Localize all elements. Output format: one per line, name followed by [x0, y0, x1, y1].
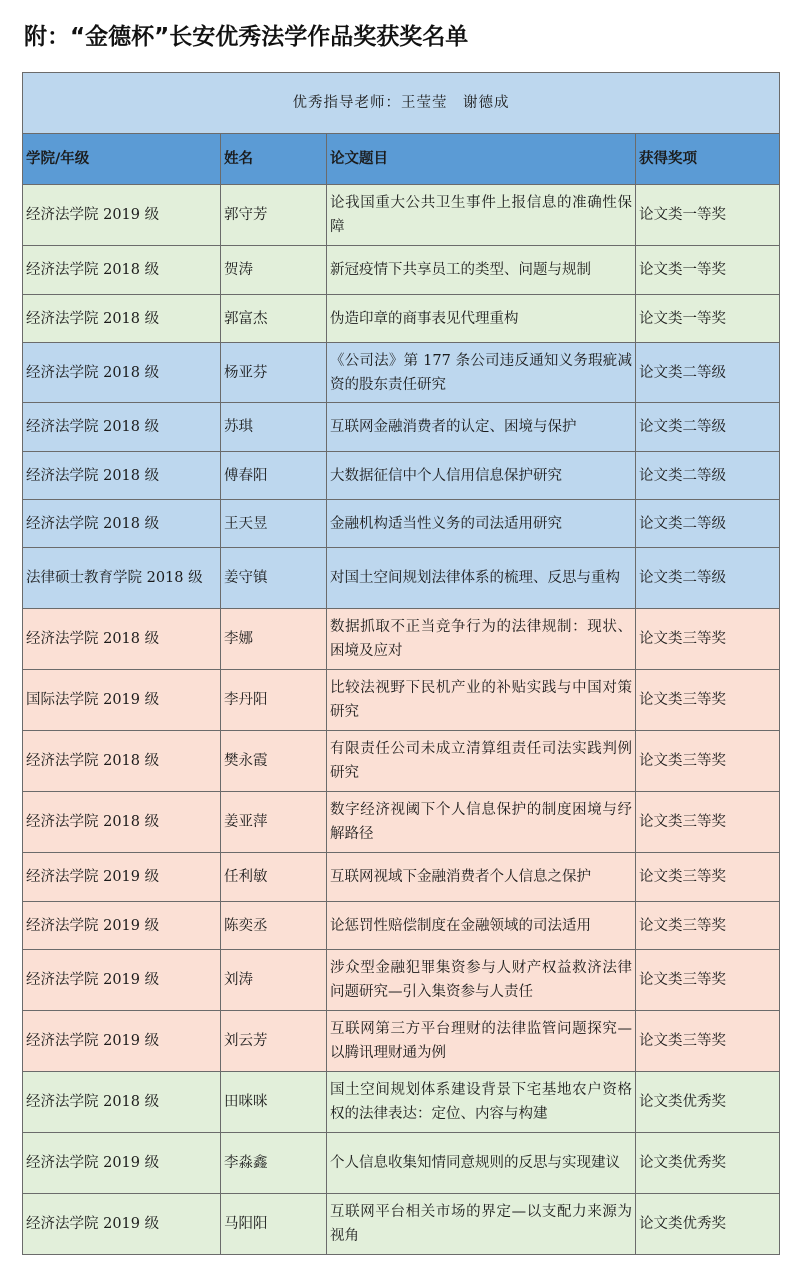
- table-row: [23, 853, 780, 902]
- name-cell: 田咪咪: [221, 1072, 327, 1133]
- table-row: [23, 792, 780, 853]
- college-cell: 经济法学院 2018 级: [23, 500, 221, 548]
- title-cell: 对国土空间规划法律体系的梳理、反思与重构: [327, 548, 636, 609]
- college-cell: 经济法学院 2019 级: [23, 853, 221, 902]
- name-cell: 苏琪: [221, 403, 327, 452]
- table-row: [23, 343, 780, 403]
- award-cell: 论文类三等奖: [636, 1011, 780, 1072]
- college-cell: 经济法学院 2019 级: [23, 185, 221, 246]
- title-cell: 金融机构适当性义务的司法适用研究: [327, 500, 636, 548]
- award-cell: 论文类三等奖: [636, 902, 780, 950]
- table-row: [23, 950, 780, 1011]
- award-cell: 论文类一等奖: [636, 295, 780, 343]
- name-cell: 傅春阳: [221, 452, 327, 500]
- header-college: 学院/年级: [23, 134, 221, 185]
- award-cell: 论文类三等奖: [636, 853, 780, 902]
- college-cell: 经济法学院 2018 级: [23, 731, 221, 792]
- title-cell: 涉众型金融犯罪集资参与人财产权益救济法律问题研究—引入集资参与人责任: [327, 950, 636, 1011]
- table-row: [23, 295, 780, 343]
- table-row: [23, 185, 780, 246]
- title-cell: 互联网第三方平台理财的法律监管问题探究—以腾讯理财通为例: [327, 1011, 636, 1072]
- header-title: 论文题目: [327, 134, 636, 185]
- name-cell: 陈奕丞: [221, 902, 327, 950]
- title-cell: 数字经济视阈下个人信息保护的制度困境与纾解路径: [327, 792, 636, 853]
- award-cell: 论文类三等奖: [636, 792, 780, 853]
- name-cell: 刘云芳: [221, 1011, 327, 1072]
- college-cell: 经济法学院 2018 级: [23, 609, 221, 670]
- header-award: 获得奖项: [636, 134, 780, 185]
- name-cell: 李娜: [221, 609, 327, 670]
- title-cell: 个人信息收集知情同意规则的反思与实现建议: [327, 1133, 636, 1194]
- table-row: [23, 548, 780, 609]
- college-cell: 经济法学院 2019 级: [23, 1011, 221, 1072]
- title-cell: 比较法视野下民机产业的补贴实践与中国对策研究: [327, 670, 636, 731]
- advisor-banner-row: [23, 73, 780, 134]
- name-cell: 任利敏: [221, 853, 327, 902]
- name-cell: 姜守镇: [221, 548, 327, 609]
- college-cell: 国际法学院 2019 级: [23, 670, 221, 731]
- table-row: [23, 403, 780, 452]
- table-row: [23, 1072, 780, 1133]
- award-cell: 论文类优秀奖: [636, 1072, 780, 1133]
- award-cell: 论文类二等级: [636, 343, 780, 403]
- name-cell: 樊永霞: [221, 731, 327, 792]
- college-cell: 经济法学院 2018 级: [23, 403, 221, 452]
- college-cell: 经济法学院 2019 级: [23, 950, 221, 1011]
- award-cell: 论文类三等奖: [636, 950, 780, 1011]
- award-cell: 论文类三等奖: [636, 731, 780, 792]
- title-cell: 《公司法》第 177 条公司违反通知义务瑕疵减资的股东责任研究: [327, 343, 636, 403]
- award-cell: 论文类二等级: [636, 548, 780, 609]
- table-row: [23, 1011, 780, 1072]
- college-cell: 经济法学院 2018 级: [23, 452, 221, 500]
- title-cell: 有限责任公司未成立清算组责任司法实践判例研究: [327, 731, 636, 792]
- table-row: [23, 1194, 780, 1255]
- table-row: [23, 246, 780, 295]
- header-name: 姓名: [221, 134, 327, 185]
- title-cell: 互联网平台相关市场的界定—以支配力来源为视角: [327, 1194, 636, 1255]
- award-cell: 论文类一等奖: [636, 185, 780, 246]
- college-cell: 经济法学院 2018 级: [23, 792, 221, 853]
- title-cell: 大数据征信中个人信用信息保护研究: [327, 452, 636, 500]
- award-cell: 论文类三等奖: [636, 609, 780, 670]
- table-row: [23, 902, 780, 950]
- title-cell: 论惩罚性赔偿制度在金融领域的司法适用: [327, 902, 636, 950]
- award-list-table: [22, 72, 780, 1255]
- table-row: [23, 731, 780, 792]
- page-title: 附：“金德杯”长安优秀法学作品奖获奖名单: [24, 24, 469, 50]
- table-row: [23, 500, 780, 548]
- name-cell: 马阳阳: [221, 1194, 327, 1255]
- title-cell: 互联网金融消费者的认定、困境与保护: [327, 403, 636, 452]
- title-cell: 伪造印章的商事表见代理重构: [327, 295, 636, 343]
- college-cell: 经济法学院 2019 级: [23, 1194, 221, 1255]
- name-cell: 李淼鑫: [221, 1133, 327, 1194]
- title-cell: 论我国重大公共卫生事件上报信息的准确性保障: [327, 185, 636, 246]
- college-cell: 经济法学院 2018 级: [23, 246, 221, 295]
- college-cell: 经济法学院 2018 级: [23, 295, 221, 343]
- name-cell: 李丹阳: [221, 670, 327, 731]
- award-cell: 论文类一等奖: [636, 246, 780, 295]
- title-cell: 国土空间规划体系建设背景下宅基地农户资格权的法律表达：定位、内容与构建: [327, 1072, 636, 1133]
- college-cell: 经济法学院 2018 级: [23, 1072, 221, 1133]
- college-cell: 经济法学院 2019 级: [23, 902, 221, 950]
- award-cell: 论文类二等级: [636, 500, 780, 548]
- title-cell: 新冠疫情下共享员工的类型、问题与规制: [327, 246, 636, 295]
- name-cell: 王天昱: [221, 500, 327, 548]
- college-cell: 法律硕士教育学院 2018 级: [23, 548, 221, 609]
- name-cell: 郭守芳: [221, 185, 327, 246]
- name-cell: 郭富杰: [221, 295, 327, 343]
- table-row: [23, 670, 780, 731]
- advisor-banner: 优秀指导老师：王莹莹 谢德成: [23, 73, 780, 134]
- award-cell: 论文类优秀奖: [636, 1194, 780, 1255]
- table-row: [23, 452, 780, 500]
- college-cell: 经济法学院 2019 级: [23, 1133, 221, 1194]
- title-cell: 数据抓取不正当竞争行为的法律规制：现状、困境及应对: [327, 609, 636, 670]
- table-row: [23, 1133, 780, 1194]
- name-cell: 贺涛: [221, 246, 327, 295]
- award-cell: 论文类二等级: [636, 403, 780, 452]
- table-header-row: [23, 134, 780, 185]
- award-cell: 论文类二等级: [636, 452, 780, 500]
- college-cell: 经济法学院 2018 级: [23, 343, 221, 403]
- name-cell: 杨亚芬: [221, 343, 327, 403]
- name-cell: 刘涛: [221, 950, 327, 1011]
- name-cell: 姜亚萍: [221, 792, 327, 853]
- table-row: [23, 609, 780, 670]
- award-cell: 论文类优秀奖: [636, 1133, 780, 1194]
- award-cell: 论文类三等奖: [636, 670, 780, 731]
- title-cell: 互联网视域下金融消费者个人信息之保护: [327, 853, 636, 902]
